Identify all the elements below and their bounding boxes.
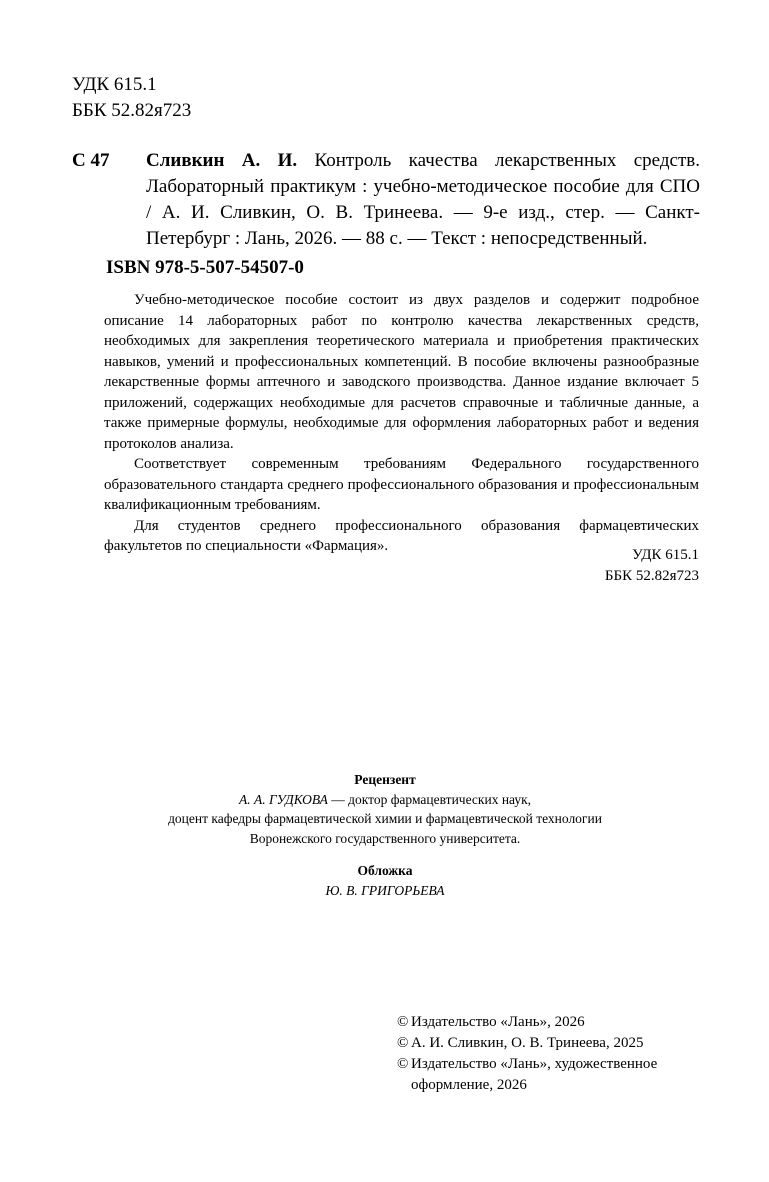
copyright-text: Издательство «Лань», 2026 bbox=[411, 1014, 585, 1030]
bibliographic-record bbox=[72, 148, 700, 252]
annotation-paragraph: Соответствует современным требованиям Федерального государственного образовательного стандарта среднего профессионального образования и профессиональным квалификационным требованиям. bbox=[104, 456, 699, 513]
copyright-block bbox=[397, 1012, 717, 1096]
copyright-icon: © bbox=[397, 1014, 409, 1030]
reviewer-block bbox=[104, 770, 666, 848]
cover-heading: Обложка bbox=[357, 863, 413, 878]
annotation-paragraph: Учебно-методическое пособие состоит из двух разделов и содержит подробное описание 14 лабораторных работ по контролю качества лекарственных средств, необходимых для закрепления теоретического материала и приобретения практических навыков, умений и профессиональных компетенций. В пособие включены разнообразные лекарственные формы аптечного и заводского производства. Данное издание включает 5 приложений, содержащих необходимые для расчетов справочные и табличные данные, а также примерные формулы, необходимые для оформления лабораторных работ и ведения протоколов анализа. bbox=[104, 292, 699, 452]
annotation-classification bbox=[605, 545, 699, 586]
copyright-icon: © bbox=[397, 1035, 409, 1051]
reviewer-name: А. А. ГУДКОВА bbox=[238, 791, 328, 807]
reviewer-affiliation: Воронежского государственного университета. bbox=[249, 830, 521, 846]
bbk-code: ББК 52.82я723 bbox=[72, 100, 192, 121]
author-mark: С 47 bbox=[72, 150, 110, 171]
copyright-text: А. И. Сливкин, О. В. Тринеева, 2025 bbox=[411, 1035, 644, 1051]
copyright-line bbox=[397, 1012, 717, 1033]
isbn: ISBN 978-5-507-54507-0 bbox=[106, 257, 304, 278]
reviewer-line-1 bbox=[104, 790, 666, 810]
annotation bbox=[104, 290, 699, 557]
copyright-text: Издательство «Лань», художественное оформление, 2026 bbox=[411, 1056, 658, 1093]
copyright-line bbox=[397, 1033, 717, 1054]
classification-block bbox=[72, 72, 191, 124]
udk-code-small: УДК 615.1 bbox=[632, 547, 699, 563]
cover-credit-block bbox=[104, 861, 666, 900]
reviewer-degree: — доктор фармацевтических наук, bbox=[327, 791, 532, 807]
bbk-code-small: ББК 52.82я723 bbox=[604, 567, 699, 584]
bibliographic-description bbox=[146, 148, 700, 252]
author-name: Сливкин А. И. bbox=[146, 150, 298, 171]
copyright-line bbox=[397, 1054, 717, 1096]
udk-code: УДК 615.1 bbox=[72, 74, 157, 95]
cover-designer-name: Ю. В. ГРИГОРЬЕВА bbox=[325, 882, 445, 898]
annotation-paragraph: Для студентов среднего профессионального образования фармацевтических факультетов по специальности «Фармация». bbox=[104, 517, 699, 554]
copyright-icon: © bbox=[397, 1056, 409, 1072]
title-and-imprint: Контроль качества лекарственных средств. Лабораторный практикум : учебно-методическое пособие для СПО / А. И. Сливкин, О. В. Тринеева. — 9-е изд., стер. — Санкт-Петербург : Лань, 2026. — 88 с. — Текст : непосредственный. bbox=[146, 150, 700, 249]
reviewer-heading: Рецензент bbox=[354, 772, 416, 787]
reviewer-position: доцент кафедры фармацевтической химии и фармацевтической технологии bbox=[168, 811, 602, 826]
